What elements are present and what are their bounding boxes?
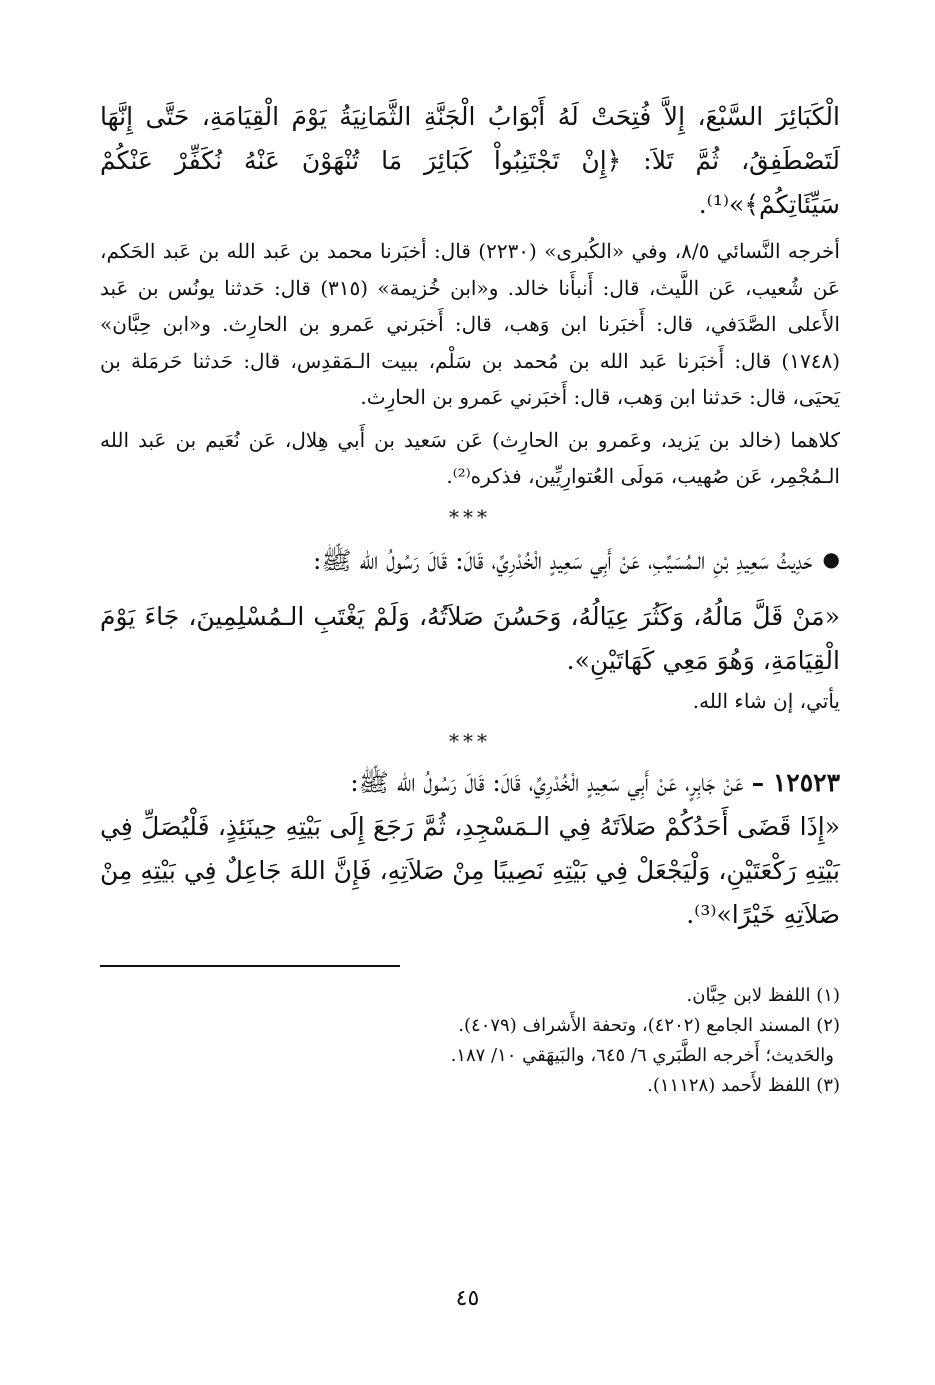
hadith-text-continued: الْكَبَائِرَ السَّبْعَ، إِلاَّ فُتِحَتْ لَهُ أَبْوَابُ الْجَنَّةِ الثَّمَانِيَةُ يَوْمَ الْقِيَامَةِ، حَتَّى إِنَّهَا لَتَصْطَفِقُ، ثُمَّ تَلاَ: ﴿إِنْ تَجْتَنِبُواْ كَبَائِرَ مَا تُنْهَوْنَ عَنْهُ نُكَفِّرْ عَنْكُمْ سَيِّئَاتِكُمْ﴾»⁽¹⁾.: [100, 102, 840, 219]
cross-reference-note: يأتي، إن شاء الله.: [692, 688, 840, 713]
hadith-number: ١٢٥٢٣ –: [751, 768, 840, 797]
hadith-heading: [100, 537, 840, 583]
footnote-divider: [100, 965, 400, 967]
footnotes: [100, 981, 840, 1101]
hadith-heading-numbered: [100, 761, 840, 805]
section-separator: ***: [449, 504, 491, 529]
isnad-paragraph: كلاهما (خالد بن يَزيد، وعَمرو بن الحارِث) عَن سَعيد بن أَبي هِلال، عَن نُعَيم بن عَبد الله الـمُجْمِر، عَن صُهيب، مَولَى العُتوارِيِّين، فذكره⁽²⁾.: [100, 427, 840, 488]
takhrij-paragraph: أخرجه النَّسائي ٨/٥، وفي «الكُبرى» (٢٢٣٠) قال: أخبَرنا محمد بن عَبد الله بن عَبد الحَكم، عَن شُعيب، عَن اللَّيث، قال: أَنبأَنا خالد. و«ابن خُزيمة» (٣١٥) قال: حَدثنا يونُس بن عَبد الأَعلى الصَّدَفي، قال: أَخبَرنا ابن وَهب، قال: أَخبَرني عَمرو بن الحارِث. و«ابن حِبَّان» (١٧٤٨) قال: أَخبَرنا عَبد الله بن مُحمد بن سَلْم، ببيت الـمَقدِس، قال: حَدثنا حَرمَلة بن يَحيَى، قال: حَدثنا ابن وَهب، قال: أَخبَرني عَمرو بن الحارِث.: [100, 239, 840, 409]
footnote-2: (٢) المسند الجامع (٤٢٠٢)، وتحفة الأَشراف (٤٠٧٩).: [458, 1015, 840, 1036]
hadith-heading-text: حَدِيثُ سَعِيدِ بْنِ الـمُسَيِّبِ، عَنْ أَبِي سَعِيدٍ الْخُدْرِيِّ، قَالَ: قَالَ رَسُولُ الله ﷺ:: [312, 545, 813, 575]
section-separator: ***: [449, 729, 491, 753]
hadith-text: «إِذَا قَضَى أَحَدُكُمْ صَلاَتَهُ فِي الـمَسْجِدِ، ثُمَّ رَجَعَ إِلَى بَيْتِهِ حِينَئِذٍ، فَلْيُصَلِّ فِي بَيْتِهِ رَكْعَتَيْنِ، وَلْيَجْعَلْ فِي بَيْتِهِ نَصِيبًا مِنْ صَلاَتِهِ، فَإِنَّ اللهَ جَاعِلٌ فِي بَيْتِهِ مِنْ صَلاَتِهِ خَيْرًا»⁽³⁾.: [100, 812, 840, 929]
footnote-2-continued: والحَديث؛ أَخرجه الطَّبَري ٦/ ٦٤٥، والبَيهَقي ١٠/ ١٨٧.: [450, 1045, 834, 1066]
page-number: ٤٥: [455, 1286, 480, 1311]
footnote-1: (١) اللفظ لابن حِبَّان.: [686, 985, 840, 1006]
footnote-3: (٣) اللفظ لأَحمد (١١١٢٨).: [647, 1075, 840, 1096]
bullet-icon: ●: [822, 546, 840, 571]
hadith-heading-text: عَنْ جَابِرٍ، عَنْ أَبِي سَعِيدٍ الْخُدْرِيِّ، قَالَ: قَالَ رَسُولُ الله ﷺ:: [350, 768, 744, 797]
document-page: [100, 95, 840, 1101]
hadith-text: «مَنْ قَلَّ مَالُهُ، وَكَثُرَ عِيَالُهُ، وَحَسُنَ صَلاَتُهُ، وَلَمْ يَغْتَبِ الـمُسْلِمِينَ، جَاءَ يَوْمَ الْقِيَامَةِ، وَهُوَ مَعِي كَهَاتَيْنِ».: [100, 601, 840, 675]
